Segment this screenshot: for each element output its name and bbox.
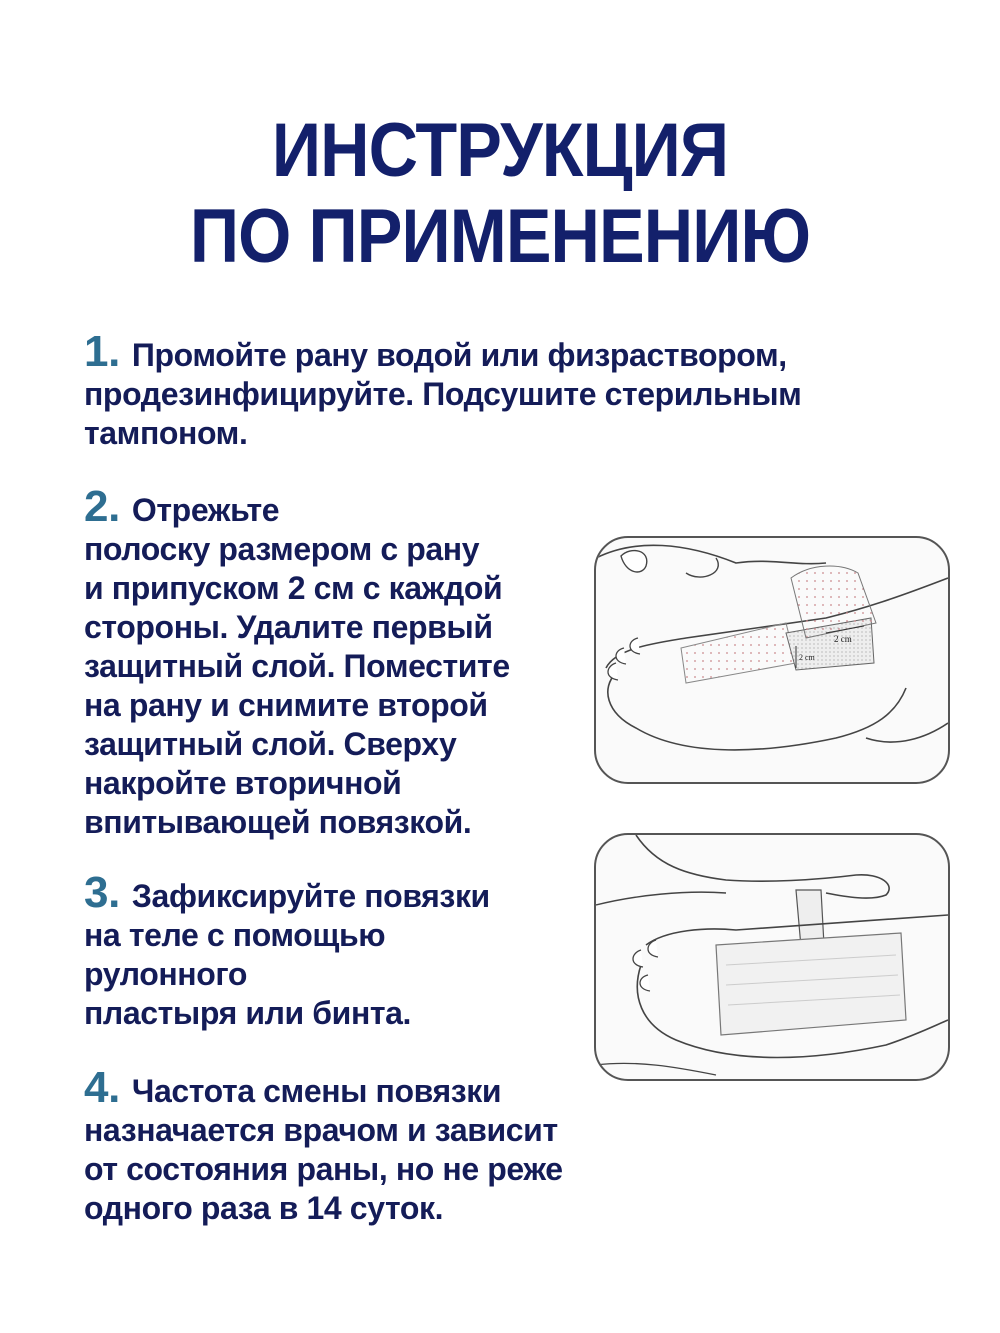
title-line-1: ИНСТРУКЦИЯ: [271, 108, 729, 193]
page-title: [50, 108, 950, 280]
step-text-line: тампоном.: [84, 415, 248, 451]
step-text-line: на теле с помощью: [84, 917, 386, 953]
step-text-line: на рану и снимите второй: [84, 687, 488, 723]
step-1: [84, 327, 802, 453]
step-text-line: Промойте рану водой или физраствором,: [131, 337, 787, 373]
step-4: [84, 1063, 563, 1228]
step-text-line: Зафиксируйте повязки: [131, 878, 490, 914]
step-number: 1.: [84, 327, 120, 376]
step-text-line: рулонного: [84, 956, 248, 992]
foot-bandage-drawing: [596, 835, 948, 1079]
step-text-line: продезинфицируйте. Подсушите стерильным: [84, 376, 802, 412]
step-number: 4.: [84, 1063, 120, 1112]
step-text-line: Частота смены повязки: [131, 1073, 502, 1109]
step-text-line: назначается врачом и зависит: [84, 1112, 558, 1148]
step-text-line: одного раза в 14 суток.: [84, 1190, 444, 1226]
step-2: [84, 482, 510, 842]
illustration-apply-dressing: [594, 536, 950, 784]
step-text-line: от состояния раны, но не реже: [84, 1151, 563, 1187]
step-text-line: впитывающей повязкой.: [84, 804, 472, 840]
step-text-line: стороны. Удалите первый: [84, 609, 493, 645]
title-line-2: ПО ПРИМЕНЕНИЮ: [189, 194, 811, 279]
step-text-line: защитный слой. Сверху: [84, 726, 457, 762]
dressing-label-a: 2 cm: [834, 634, 852, 644]
step-number: 3.: [84, 868, 120, 917]
step-text-line: и припуском 2 см с каждой: [84, 570, 503, 606]
foot-dressing-drawing: [596, 538, 948, 782]
step-text-line: пластыря или бинта.: [84, 995, 412, 1031]
dressing-label-b: 2 cm: [799, 653, 815, 662]
step-number: 2.: [84, 482, 120, 531]
step-text-line: накройте вторичной: [84, 765, 402, 801]
step-text-line: Отрежьте: [131, 492, 280, 528]
step-text-line: полоску размером с рану: [84, 531, 480, 567]
illustration-fix-bandage: [594, 833, 950, 1081]
step-text-line: защитный слой. Поместите: [84, 648, 510, 684]
step-3: [84, 868, 490, 1033]
